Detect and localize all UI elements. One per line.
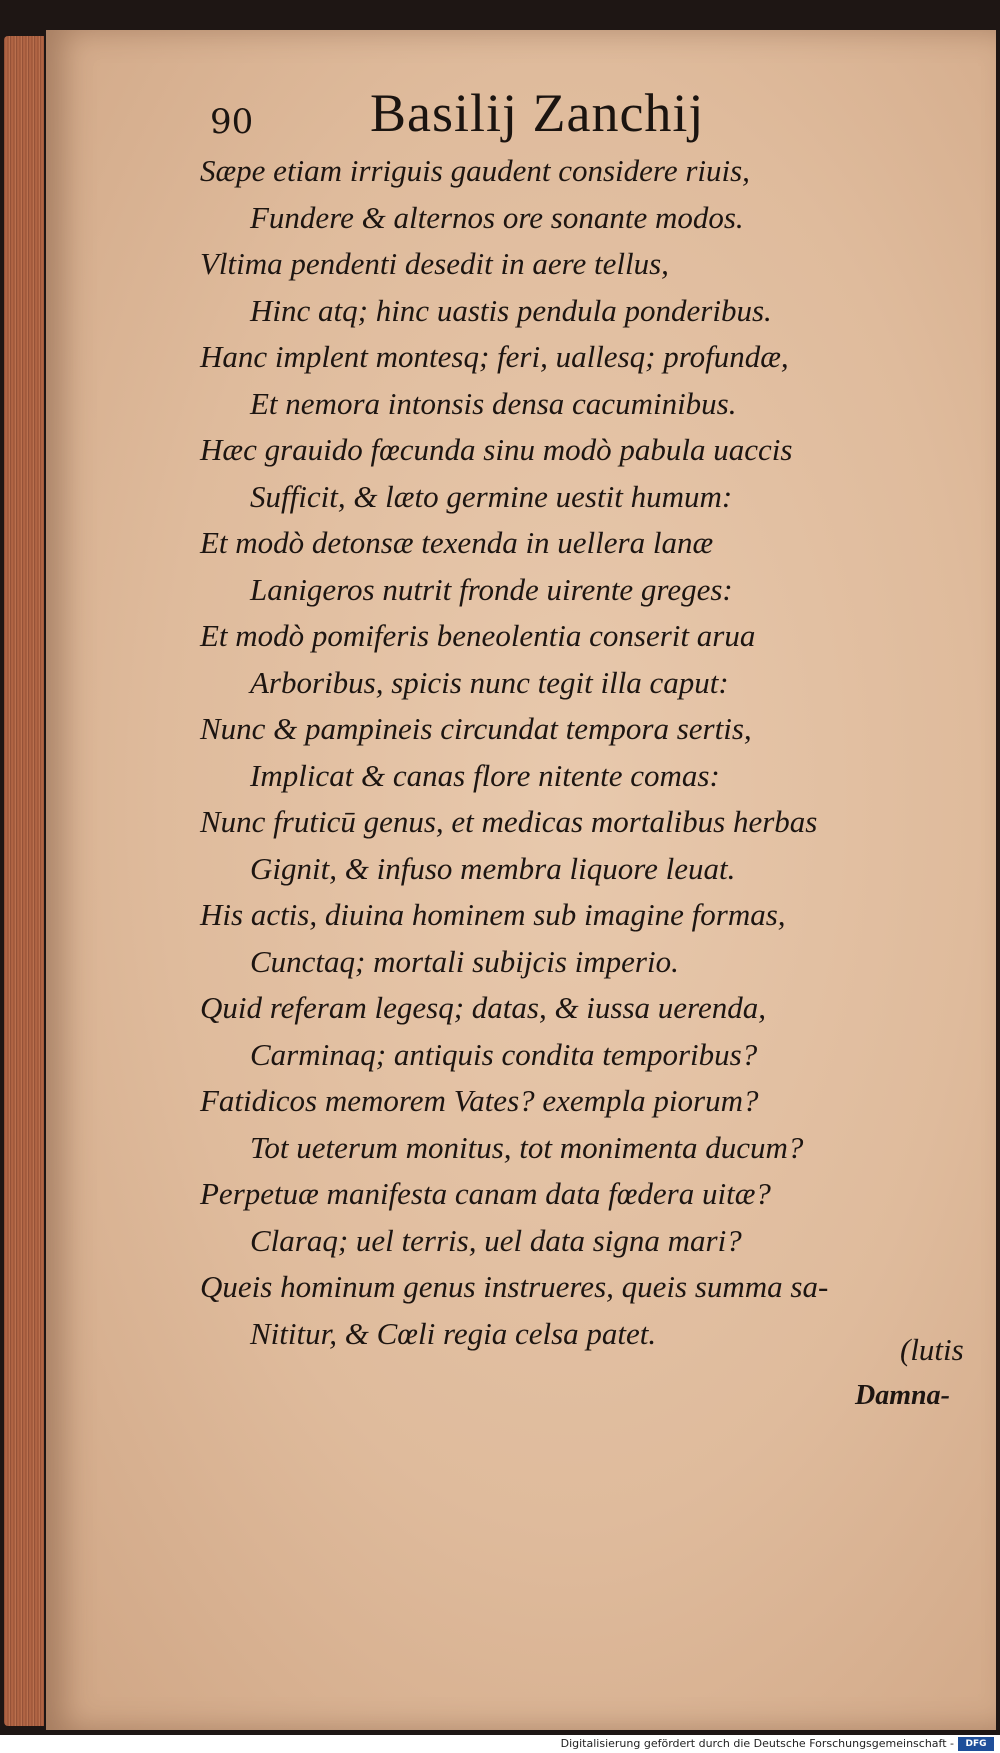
running-head: Basilij Zanchij [370, 83, 705, 143]
verse-line: Cunctaq; mortali subijcis imperio. [250, 943, 679, 979]
verse-line: Hinc atq; hinc uastis pendula ponderibus. [250, 292, 772, 328]
verse-line: Fatidicos memorem Vates? exempla piorum? [200, 1083, 759, 1118]
verse-line: Et modò pomiferis beneolentia conserit arua [200, 618, 756, 653]
verse-line: Nunc & pampineis circundat tempora sertis, [200, 711, 752, 746]
verse-line: Sufficit, & læto germine uestit humum: [250, 478, 733, 514]
footer-credit: Digitalisierung gefördert durch die Deutsche Forschungsgemeinschaft - [560, 1737, 954, 1750]
verse-line: Lanigeros nutrit fronde uirente greges: [250, 571, 733, 607]
verse-line: Carminaq; antiquis condita temporibus? [250, 1036, 758, 1072]
verse-line: Claraq; uel terris, uel data signa mari? [250, 1222, 742, 1258]
catchword: Damna- [855, 1380, 950, 1411]
verse-line: Sæpe etiam irriguis gaudent considere riuis, [200, 153, 750, 188]
verse-line: Nititur, & Cœli regia celsa patet. [250, 1315, 657, 1351]
verse-line: His actis, diuina hominem sub imagine formas, [200, 897, 786, 932]
verse-line: Hanc implent montesq; feri, uallesq; profundæ, [200, 339, 789, 374]
verse-line: Quid referam legesq; datas, & iussa uerenda, [200, 990, 766, 1025]
verse-line: Et modò detonsæ texenda in uellera lanæ [200, 525, 714, 560]
verse-line: Fundere & alternos ore sonante modos. [250, 199, 744, 235]
page-header [210, 82, 770, 152]
book-fore-edge [4, 36, 44, 1726]
verse-line: Arboribus, spicis nunc tegit illa caput: [250, 664, 729, 700]
verse-line: Hæc grauido fœcunda sinu modò pabula uaccis [200, 432, 793, 467]
page-number: 90 [210, 102, 254, 142]
dfg-logo-icon: DFG [958, 1737, 994, 1751]
verse-block [200, 148, 930, 1357]
verse-line: Implicat & canas flore nitente comas: [250, 757, 720, 793]
verse-line: Queis hominum genus instrueres, queis summa sa- [200, 1269, 829, 1304]
verse-line: Vltima pendenti desedit in aere tellus, [200, 246, 669, 281]
verse-line: Gignit, & infuso membra liquore leuat. [250, 850, 736, 886]
verse-line: Et nemora intonsis densa cacuminibus. [250, 385, 737, 421]
verse-line: Tot ueterum monitus, tot monimenta ducum? [250, 1129, 804, 1165]
verse-line: Nunc fruticū genus, et medicas mortalibus herbas [200, 804, 818, 839]
verse-line: Perpetuæ manifesta canam data fœdera uitæ? [200, 1176, 771, 1211]
turnover-text: (lutis [900, 1332, 964, 1367]
